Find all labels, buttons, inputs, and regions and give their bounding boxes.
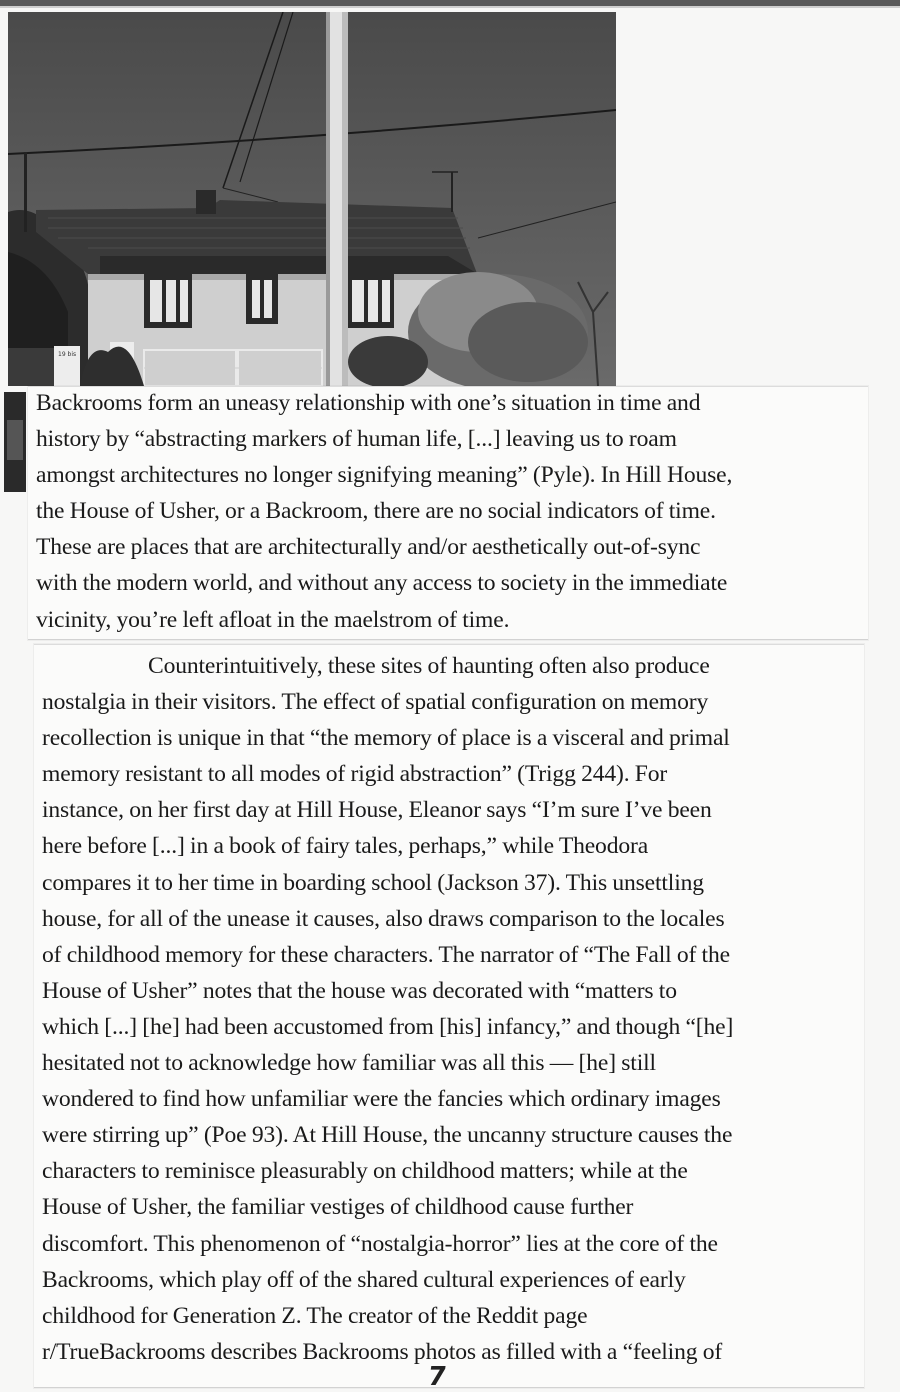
text-line: nostalgia in their visitors. The effect of spatial configuration on memory: [42, 689, 709, 716]
text-line: were stirring up” (Poe 93). At Hill House, the uncanny structure causes the: [42, 1122, 733, 1149]
text-line: recollection is unique in that “the memory of place is a visceral and primal: [42, 725, 730, 752]
paragraph-strip-2: [34, 644, 864, 1388]
text-line: discomfort. This phenomenon of “nostalgia-horror” lies at the core of the: [42, 1230, 718, 1257]
text-line: the House of Usher, or a Backroom, there are no social indicators of time.: [36, 498, 716, 525]
paragraph-2: [42, 648, 733, 1370]
text-line: These are places that are architecturally and/or aesthetically out-of-sync: [36, 534, 701, 561]
text-line: hesitated not to acknowledge how familiar was all this — [he] still: [42, 1050, 656, 1077]
text-line: vicinity, you’re left afloat in the maelstrom of time.: [36, 606, 510, 633]
house-photo: [8, 12, 616, 386]
text-line: amongst architectures no longer signifying meaning” (Pyle). In Hill House,: [36, 462, 733, 489]
text-line: here before [...] in a book of fairy tales, perhaps,” while Theodora: [42, 833, 649, 860]
text-line: House of Usher” notes that the house was decorated with “matters to: [42, 977, 677, 1004]
text-line: history by “abstracting markers of human life, [...] leaving us to roam: [36, 426, 677, 453]
house-number-plaque: 19 bis: [58, 351, 77, 358]
text-line: instance, on her first day at Hill House, Eleanor says “I’m sure I’ve been: [42, 797, 712, 824]
text-line: r/TrueBackrooms describes Backrooms photos as filled with a “feeling of: [42, 1338, 723, 1365]
text-line: Counterintuitively, these sites of haunting often also produce: [148, 653, 710, 679]
text-line: which [...] [he] had been accustomed from [his] infancy,” and though “[he]: [42, 1013, 734, 1040]
text-line: House of Usher, the familiar vestiges of childhood cause further: [42, 1194, 634, 1221]
text-line: memory resistant to all modes of rigid abstraction” (Trigg 244). For: [42, 761, 668, 788]
text-line: Backrooms form an uneasy relationship with one’s situation in time and: [36, 390, 701, 416]
text-line: wondered to find how unfamiliar were the fancies which ordinary images: [42, 1086, 721, 1113]
text-line: with the modern world, and without any access to society in the immediate: [36, 570, 728, 597]
text-line: house, for all of the unease it causes, also draws comparison to the locales: [42, 905, 725, 932]
paragraph-strip-1: [28, 386, 868, 640]
paragraph-1: [36, 385, 732, 638]
text-line: childhood for Generation Z. The creator of the Reddit page: [42, 1302, 588, 1329]
text-line: of childhood memory for these characters. The narrator of “The Fall of the: [42, 941, 730, 968]
house-photo-illustration: [8, 12, 616, 386]
text-line: Backrooms, which play off of the shared cultural experiences of early: [42, 1266, 686, 1293]
scan-top-edge-highlight: [0, 6, 900, 8]
scan-margin-mark-inner: [7, 420, 23, 460]
text-line: characters to reminisce pleasurably on childhood matters; while at the: [42, 1158, 688, 1185]
page-number: 7: [425, 1362, 449, 1392]
text-line: compares it to her time in boarding school (Jackson 37). This unsettling: [42, 869, 704, 896]
